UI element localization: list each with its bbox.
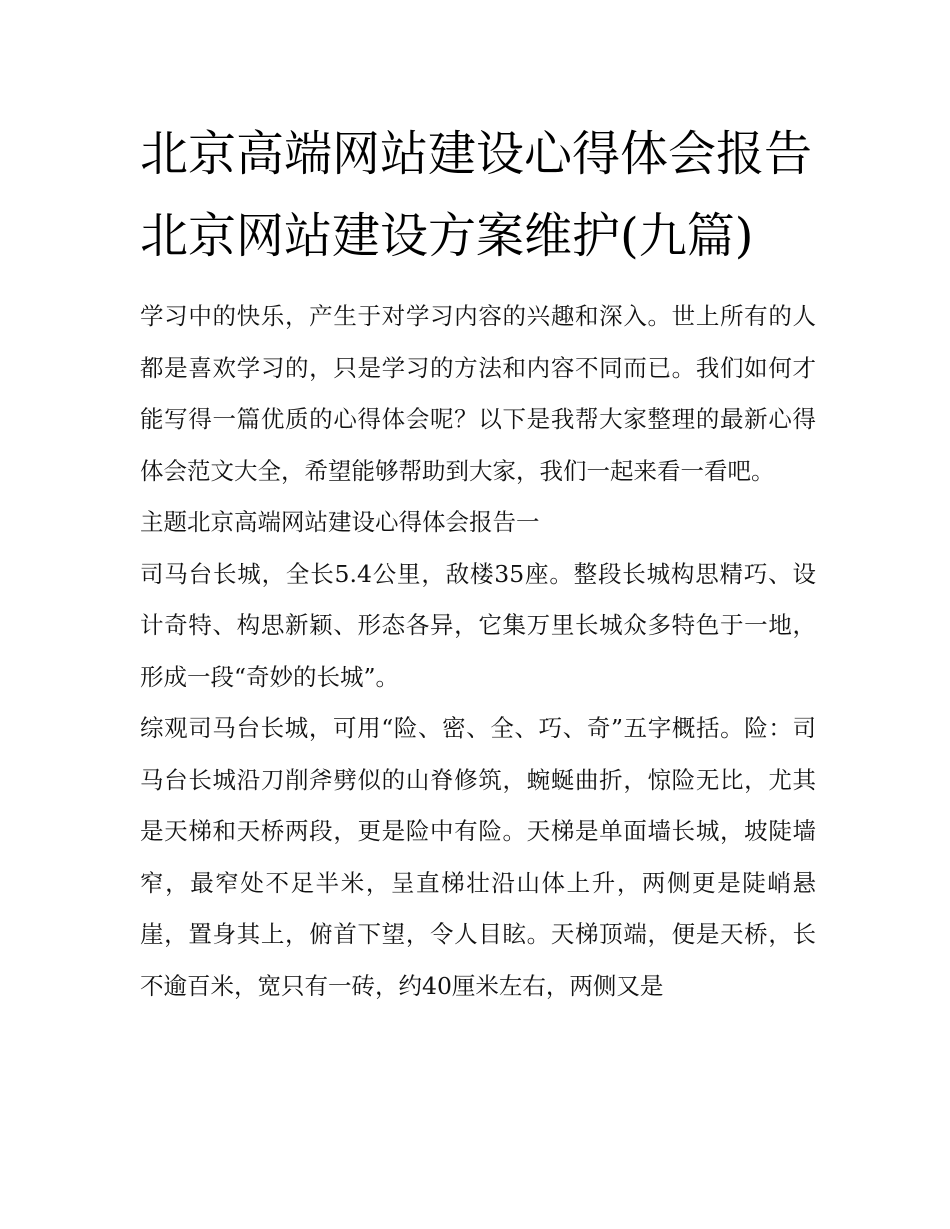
section-heading: 主题北京高端网站建设心得体会报告一 (140, 508, 540, 536)
document-title: 北京高端网站建设心得体会报告 北京网站建设方案维护(九篇) (140, 126, 813, 264)
document-content (140, 113, 816, 1012)
intro-paragraph: 学习中的快乐，产生于对学习内容的兴趣和深入。世上所有的人都是喜欢学习的，只是学习的方法和内容不同而已。我们如何才能写得一篇优质的心得体会呢？以下是我帮大家整理的最新心得体会范文大全，希望能够帮助到大家，我们一起来看一看吧。 (140, 302, 816, 485)
body-paragraph: 综观司马台长城，可用“险、密、全、巧、奇”五字概括。险：司马台长城沿刀削斧劈似的山脊修筑，蜿蜒曲折，惊险无比，尤其是天梯和天桥两段，更是险中有险。天梯是单面墙长城，坡陡墙窄，最窄处不足半米，呈直梯壮沿山体上升，两侧更是陡峭悬崖，置身其上，俯首下望，令人目眩。天梯顶端，便是天桥，长不逾百米，宽只有一砖，约40厘米左右，两侧又是 (140, 714, 816, 1000)
body-paragraph: 司马台长城，全长5.4公里，敌楼35座。整段长城构思精巧、设计奇特、构思新颖、形态各异，它集万里长城众多特色于一地，形成一段“奇妙的长城”。 (140, 559, 816, 691)
document-body (140, 291, 816, 1012)
